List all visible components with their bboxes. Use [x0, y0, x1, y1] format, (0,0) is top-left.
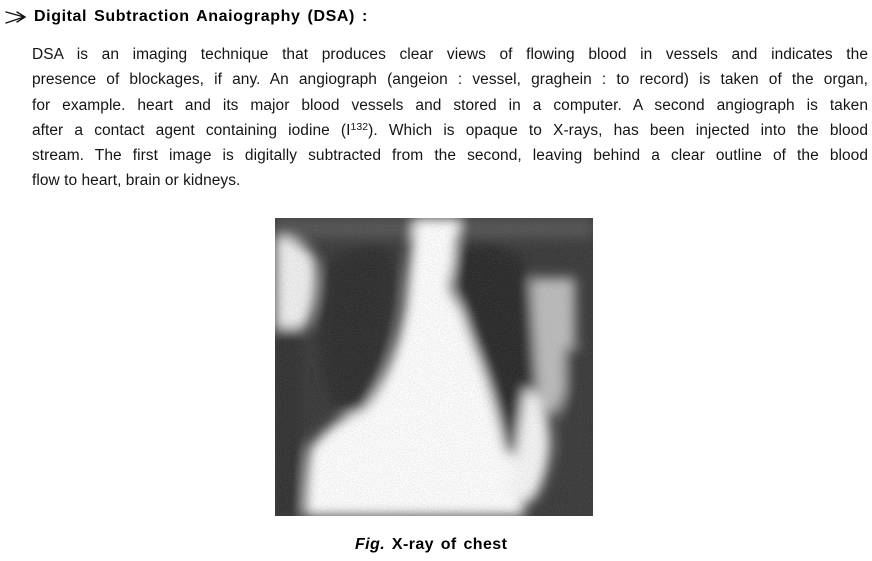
chest-xray-image: [275, 218, 593, 516]
text-fragment: ). Which is opaque to X-rays, has been injected into the blood: [368, 121, 868, 139]
paragraph-line: presence of blockages, if any. An angiograph (angeion : vessel, graghein : to record) is taken of the organ,: [32, 71, 868, 89]
arrow-bullet-icon: [4, 9, 28, 25]
paragraph-line: stream. The first image is digitally subtracted from the second, leaving behind a clear outline of the blood: [32, 147, 868, 165]
paragraph-line: for example. heart and its major blood vessels and stored in a computer. A second angiograph is taken: [32, 96, 868, 114]
superscript: 132: [350, 120, 369, 133]
section-heading: [4, 6, 368, 28]
text-fragment: after a contact agent containing iodine (I: [32, 121, 351, 139]
caption-text: X-ray of chest: [385, 536, 508, 553]
caption-prefix: Fig.: [355, 536, 386, 553]
paragraph-line: flow to heart, brain or kidneys.: [32, 172, 241, 190]
body-paragraph: [32, 42, 868, 194]
paragraph-line: DSA is an imaging technique that produces clear views of flowing blood in vessels and indicates the: [32, 46, 868, 63]
xray-graphic: [275, 218, 593, 516]
paragraph-line: [32, 118, 868, 143]
heading-title: Digital Subtraction Anaiography (DSA) :: [34, 8, 368, 25]
figure-caption: [355, 536, 507, 554]
